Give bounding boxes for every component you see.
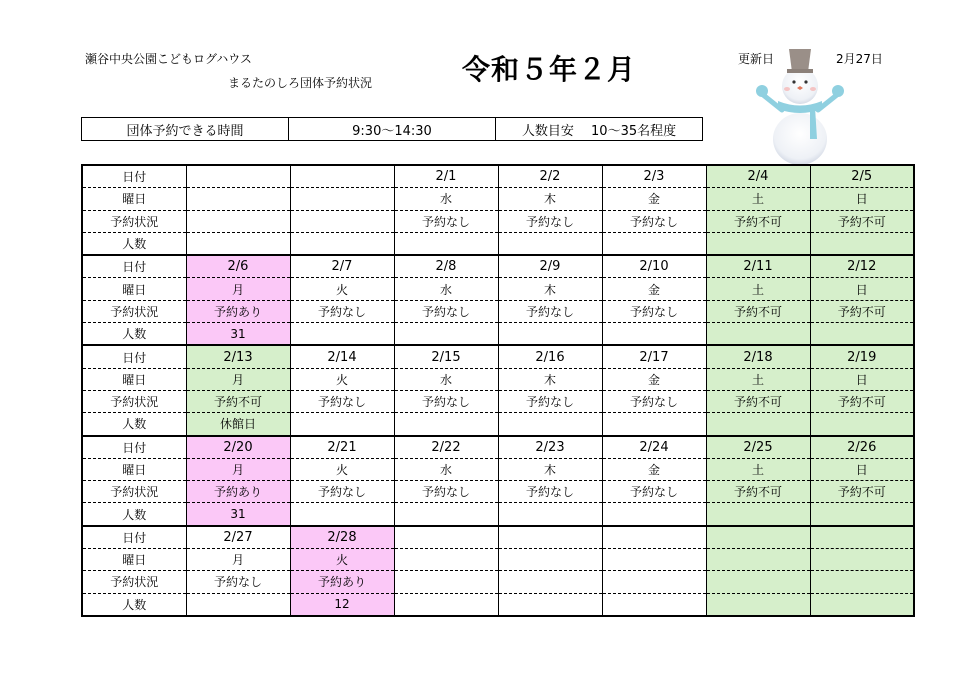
cell-status: 予約なし <box>186 571 290 593</box>
cell-people <box>186 232 290 255</box>
cell-people <box>498 323 602 346</box>
cell-date: 2/7 <box>290 255 394 278</box>
cell-people <box>602 593 706 616</box>
cell-date: 2/15 <box>394 345 498 368</box>
cell-weekday: 土 <box>706 368 810 390</box>
cell-people <box>394 503 498 526</box>
cell-weekday: 木 <box>498 458 602 480</box>
cell-date: 2/8 <box>394 255 498 278</box>
cell-date <box>394 526 498 549</box>
cell-people <box>498 232 602 255</box>
cell-date <box>186 165 290 188</box>
row-label-status: 予約状況 <box>82 300 186 322</box>
cell-date: 2/20 <box>186 436 290 459</box>
cell-status: 予約なし <box>394 481 498 503</box>
cell-people <box>810 593 914 616</box>
cell-weekday: 水 <box>394 278 498 300</box>
hours-value: 9:30～14:30 <box>289 118 496 141</box>
booking-info-table <box>81 117 703 141</box>
cell-people <box>810 503 914 526</box>
cell-weekday: 木 <box>498 368 602 390</box>
cell-people: 31 <box>186 503 290 526</box>
cell-weekday <box>810 549 914 571</box>
cell-status: 予約不可 <box>706 210 810 232</box>
cell-weekday <box>394 549 498 571</box>
cell-people <box>394 413 498 436</box>
cell-date: 2/13 <box>186 345 290 368</box>
cell-status: 予約なし <box>498 300 602 322</box>
updated-label: 更新日 <box>738 52 775 66</box>
cell-date: 2/16 <box>498 345 602 368</box>
cell-weekday: 金 <box>602 278 706 300</box>
cell-date: 2/26 <box>810 436 914 459</box>
calendar-row-weekday <box>82 188 914 210</box>
cell-people <box>602 503 706 526</box>
cell-date: 2/23 <box>498 436 602 459</box>
cell-status <box>290 210 394 232</box>
page-subtitle: まるたのしろ団体予約状況 <box>228 76 373 90</box>
cell-weekday: 月 <box>186 549 290 571</box>
calendar-row-status <box>82 571 914 593</box>
cell-status: 予約不可 <box>810 210 914 232</box>
cell-weekday: 金 <box>602 458 706 480</box>
row-label-weekday: 曜日 <box>82 549 186 571</box>
row-label-date: 日付 <box>82 526 186 549</box>
cell-status: 予約不可 <box>810 390 914 412</box>
cell-date: 2/6 <box>186 255 290 278</box>
cell-weekday <box>706 549 810 571</box>
row-label-people: 人数 <box>82 593 186 616</box>
cell-date: 2/14 <box>290 345 394 368</box>
cell-weekday: 火 <box>290 278 394 300</box>
cell-date: 2/2 <box>498 165 602 188</box>
row-label-status: 予約状況 <box>82 390 186 412</box>
cell-people <box>706 323 810 346</box>
calendar-row-date <box>82 436 914 459</box>
cell-people: 31 <box>186 323 290 346</box>
row-label-weekday: 曜日 <box>82 458 186 480</box>
cell-status: 予約あり <box>186 300 290 322</box>
cell-weekday: 金 <box>602 188 706 210</box>
cell-people <box>810 323 914 346</box>
cell-people <box>810 413 914 436</box>
calendar-row-people <box>82 413 914 436</box>
cell-weekday: 月 <box>186 278 290 300</box>
cell-date: 2/5 <box>810 165 914 188</box>
cell-date <box>810 526 914 549</box>
row-label-date: 日付 <box>82 255 186 278</box>
updated-date: 2月27日 <box>836 52 883 66</box>
cell-status: 予約なし <box>498 390 602 412</box>
row-label-people: 人数 <box>82 503 186 526</box>
cell-status: 予約なし <box>602 300 706 322</box>
cell-date: 2/25 <box>706 436 810 459</box>
cell-date <box>290 165 394 188</box>
reservation-calendar <box>81 164 915 617</box>
cell-weekday: 土 <box>706 458 810 480</box>
calendar-row-weekday <box>82 549 914 571</box>
cell-date: 2/9 <box>498 255 602 278</box>
cell-weekday: 木 <box>498 188 602 210</box>
cell-people <box>186 593 290 616</box>
cell-people <box>394 593 498 616</box>
cell-date: 2/18 <box>706 345 810 368</box>
calendar-row-date <box>82 345 914 368</box>
row-label-date: 日付 <box>82 345 186 368</box>
cell-people <box>290 503 394 526</box>
calendar-row-date <box>82 255 914 278</box>
cell-people <box>810 232 914 255</box>
calendar-row-weekday <box>82 458 914 480</box>
snowman-illustration <box>752 44 848 166</box>
row-label-date: 日付 <box>82 165 186 188</box>
cell-status <box>186 210 290 232</box>
calendar-row-date <box>82 165 914 188</box>
row-label-status: 予約状況 <box>82 210 186 232</box>
cell-people <box>602 413 706 436</box>
cell-people <box>706 413 810 436</box>
cell-people: 休館日 <box>186 413 290 436</box>
cell-status: 予約なし <box>394 300 498 322</box>
cell-status: 予約あり <box>186 481 290 503</box>
cell-date: 2/4 <box>706 165 810 188</box>
cell-weekday: 水 <box>394 458 498 480</box>
cell-weekday: 金 <box>602 368 706 390</box>
page-title: 令和５年２月 <box>462 53 637 86</box>
row-label-date: 日付 <box>82 436 186 459</box>
cell-date: 2/1 <box>394 165 498 188</box>
cell-status <box>810 571 914 593</box>
cell-date: 2/10 <box>602 255 706 278</box>
cell-status: 予約なし <box>290 481 394 503</box>
capacity-guide: 人数目安 10～35名程度 <box>496 118 703 141</box>
cell-weekday: 火 <box>290 458 394 480</box>
cell-date: 2/28 <box>290 526 394 549</box>
cell-people <box>498 503 602 526</box>
cell-people <box>290 232 394 255</box>
calendar-row-weekday <box>82 368 914 390</box>
cell-status: 予約不可 <box>706 300 810 322</box>
cell-status: 予約なし <box>602 390 706 412</box>
calendar-row-people <box>82 232 914 255</box>
calendar-row-status <box>82 210 914 232</box>
organization-name: 瀬谷中央公園こどもログハウス <box>85 52 252 66</box>
cell-weekday: 水 <box>394 368 498 390</box>
cell-people <box>706 232 810 255</box>
cell-weekday <box>498 549 602 571</box>
calendar-row-weekday <box>82 278 914 300</box>
cell-people <box>706 503 810 526</box>
cell-weekday: 木 <box>498 278 602 300</box>
cell-date: 2/21 <box>290 436 394 459</box>
cell-date <box>602 526 706 549</box>
cell-status: 予約なし <box>602 210 706 232</box>
cell-status <box>706 571 810 593</box>
cell-weekday: 土 <box>706 278 810 300</box>
cell-status: 予約なし <box>498 210 602 232</box>
cell-people <box>706 593 810 616</box>
calendar-row-status <box>82 481 914 503</box>
cell-weekday: 水 <box>394 188 498 210</box>
cell-date: 2/24 <box>602 436 706 459</box>
row-label-status: 予約状況 <box>82 481 186 503</box>
cell-people <box>394 323 498 346</box>
cell-weekday <box>290 188 394 210</box>
cell-status <box>498 571 602 593</box>
cell-weekday: 土 <box>706 188 810 210</box>
cell-status: 予約不可 <box>706 481 810 503</box>
cell-status: 予約なし <box>394 210 498 232</box>
cell-status: 予約なし <box>290 390 394 412</box>
cell-weekday: 月 <box>186 458 290 480</box>
calendar-row-status <box>82 300 914 322</box>
cell-date: 2/17 <box>602 345 706 368</box>
cell-weekday: 火 <box>290 368 394 390</box>
cell-people <box>498 413 602 436</box>
cell-status: 予約不可 <box>186 390 290 412</box>
cell-people <box>498 593 602 616</box>
cell-status <box>394 571 498 593</box>
cell-status: 予約なし <box>498 481 602 503</box>
cell-date: 2/11 <box>706 255 810 278</box>
cell-weekday: 月 <box>186 368 290 390</box>
cell-weekday: 日 <box>810 368 914 390</box>
calendar-row-status <box>82 390 914 412</box>
cell-status: 予約なし <box>290 300 394 322</box>
cell-status: 予約不可 <box>810 300 914 322</box>
calendar-row-date <box>82 526 914 549</box>
cell-status: 予約不可 <box>706 390 810 412</box>
row-label-status: 予約状況 <box>82 571 186 593</box>
cell-date: 2/3 <box>602 165 706 188</box>
row-label-people: 人数 <box>82 323 186 346</box>
cell-weekday <box>186 188 290 210</box>
cell-weekday <box>602 549 706 571</box>
row-label-people: 人数 <box>82 413 186 436</box>
calendar-row-people <box>82 323 914 346</box>
cell-weekday: 日 <box>810 188 914 210</box>
hours-label: 団体予約できる時間 <box>82 118 289 141</box>
cell-date: 2/19 <box>810 345 914 368</box>
row-label-weekday: 曜日 <box>82 188 186 210</box>
cell-people <box>290 413 394 436</box>
cell-weekday: 火 <box>290 549 394 571</box>
cell-date: 2/22 <box>394 436 498 459</box>
cell-status: 予約なし <box>602 481 706 503</box>
cell-people <box>602 232 706 255</box>
row-label-weekday: 曜日 <box>82 278 186 300</box>
cell-date <box>706 526 810 549</box>
cell-weekday: 日 <box>810 278 914 300</box>
cell-status <box>602 571 706 593</box>
cell-status: 予約あり <box>290 571 394 593</box>
row-label-weekday: 曜日 <box>82 368 186 390</box>
cell-people <box>290 323 394 346</box>
calendar-row-people <box>82 593 914 616</box>
cell-date: 2/27 <box>186 526 290 549</box>
cell-date <box>498 526 602 549</box>
cell-weekday: 日 <box>810 458 914 480</box>
cell-people <box>602 323 706 346</box>
calendar-row-people <box>82 503 914 526</box>
cell-status: 予約なし <box>394 390 498 412</box>
cell-people <box>394 232 498 255</box>
cell-status: 予約不可 <box>810 481 914 503</box>
cell-people: 12 <box>290 593 394 616</box>
cell-date: 2/12 <box>810 255 914 278</box>
row-label-people: 人数 <box>82 232 186 255</box>
